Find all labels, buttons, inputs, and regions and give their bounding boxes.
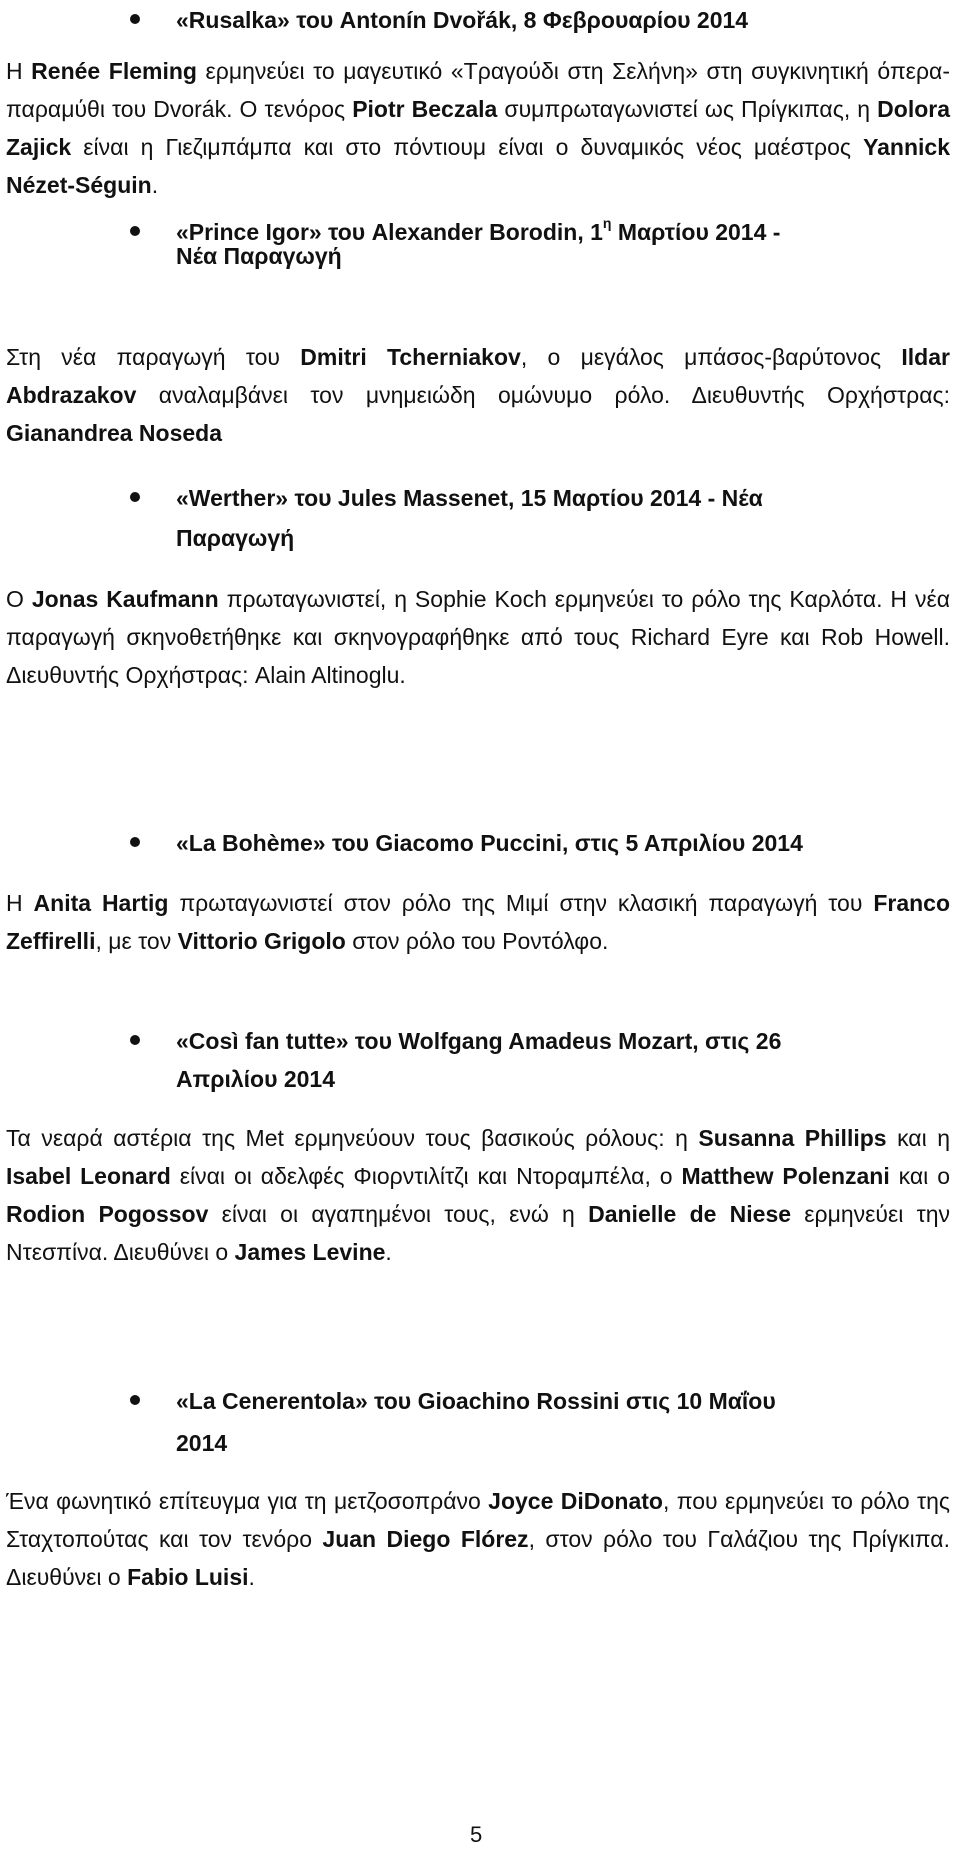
section-title-cosi-fan-tutte-line2: Απριλίου 2014 — [176, 1066, 336, 1092]
bold-name: Rodion Pogossov — [6, 1201, 209, 1227]
section-title-la-cenerentola-line2: 2014 — [176, 1430, 228, 1456]
bold-name: Joyce DiDonato — [488, 1488, 663, 1514]
bold-name: Danielle de Niese — [588, 1201, 792, 1227]
section-title-rusalka: «Rusalka» του Antonín Dvořák, 8 Φεβρουαρίου 2014 — [176, 7, 749, 33]
bold-name: Susanna Phillips — [698, 1125, 887, 1151]
bold-name: Yannick Nézet-Séguin — [6, 134, 950, 198]
bold-name: Matthew Polenzani — [681, 1163, 890, 1189]
bullet-icon — [130, 1395, 140, 1405]
bold-name: Renée Fleming — [31, 58, 197, 84]
bullet-icon — [130, 226, 140, 236]
bullet-icon — [130, 1035, 140, 1045]
bold-name: Juan Diego Flórez — [322, 1526, 529, 1552]
title-text: «Prince Igor» του Alexander Borodin, 1 — [176, 219, 603, 245]
section-title-la-cenerentola: «La Cenerentola» του Gioachino Rossini στις 10 Μαΐου — [176, 1388, 776, 1414]
section-body-rusalka: Η Renée Fleming ερμηνεύει το μαγευτικό «Τραγούδι στη Σελήνη» στη συγκινητική όπερα- παραμύθι του Dvorák. Ο τενόρος Piotr Beczala συμπρωταγωνιστεί ως Πρίγκιπας, η Dolora Zajick είναι η Γιεζιμπάμπα και στο πόντιουμ είναι ο δυναμικός νέος μαέστρος Yannick Nézet-Séguin. — [6, 58, 950, 198]
bullet-icon — [130, 14, 140, 24]
bold-name: Piotr Beczala — [352, 96, 498, 122]
bold-name: Franco Zeffirelli — [6, 890, 951, 954]
page-number: 5 — [470, 1822, 483, 1847]
bold-name: Anita Hartig — [33, 890, 169, 916]
bold-name: Jonas Kaufmann — [31, 586, 219, 612]
section-body-la-cenerentola: Ένα φωνητικό επίτευγμα για τη μετζοσοπράνο Joyce DiDonato, που ερμηνεύει το ρόλο της Σταχτοπούτας και τον τενόρο Juan Diego Flórez, στον ρόλο του Γαλάζιου της Πρίγκιπα. Διευθύνει ο Fabio Luisi. — [6, 1488, 950, 1590]
title-text: Μαρτίου 2014 - — [611, 219, 781, 245]
bold-name: Ildar Abdrazakov — [6, 344, 950, 408]
bold-name: Isabel Leonard — [6, 1163, 171, 1189]
bold-name: James Levine — [234, 1239, 386, 1265]
bold-name: Vittorio Grigolo — [177, 928, 346, 954]
bullet-icon — [130, 837, 140, 847]
bold-name: Fabio Luisi — [127, 1564, 249, 1590]
section-body-la-boheme: Η Anita Hartig πρωταγωνιστεί στον ρόλο της Μιμί στην κλασική παραγωγή του Franco Zeffirelli, με τον Vittorio Grigolo στον ρόλο του Ροντόλφο. — [6, 890, 951, 954]
section-title-la-boheme: «La Bohème» του Giacomo Puccini, στις 5 Απριλίου 2014 — [176, 830, 803, 856]
bold-name: Dmitri Tcherniakov — [300, 344, 521, 370]
section-title-cosi-fan-tutte: «Così fan tutte» του Wolfgang Amadeus Mozart, στις 26 — [176, 1028, 782, 1054]
bold-name: Gianandrea Noseda — [6, 420, 223, 446]
title-superscript: η — [602, 215, 612, 231]
section-body-werther: Ο Jonas Kaufmann πρωταγωνιστεί, η Sophie Koch ερμηνεύει το ρόλο της Καρλότα. Η νέα παραγωγή σκηνοθετήθηκε και σκηνογραφήθηκε από τους Richard Eyre και Rob Howell. Διευθυντής Ορχήστρας: Alain Altinoglu. — [6, 586, 950, 688]
bullet-icon — [130, 492, 140, 502]
bold-name: Dolora Zajick — [6, 96, 950, 160]
section-title-werther-line2: Παραγωγή — [176, 525, 295, 551]
section-body-cosi-fan-tutte: Τα νεαρά αστέρια της Met ερμηνεύουν τους βασικούς ρόλους: η Susanna Phillips και η Isabel Leonard είναι οι αδελφές Φιορντιλίτζι και Ντοραμπέλα, ο Matthew Polenzani και ο Rodion Pogossov είναι οι αγαπημένοι τους, ενώ η Danielle de Niese ερμηνεύει την Ντεσπίνα. Διευθύνει ο James Levine. — [6, 1125, 951, 1265]
section-title-prince-igor-line2: Νέα Παραγωγή — [176, 243, 342, 269]
section-body-prince-igor: Στη νέα παραγωγή του Dmitri Tcherniakov, ο μεγάλος μπάσος-βαρύτονος Ildar Abdrazakov αναλαμβάνει τον μνημειώδη ομώνυμο ρόλο. Διευθυντής Ορχήστρας: Gianandrea Noseda — [6, 344, 950, 446]
section-title-werther: «Werther» του Jules Massenet, 15 Μαρτίου 2014 - Νέα — [176, 485, 763, 511]
